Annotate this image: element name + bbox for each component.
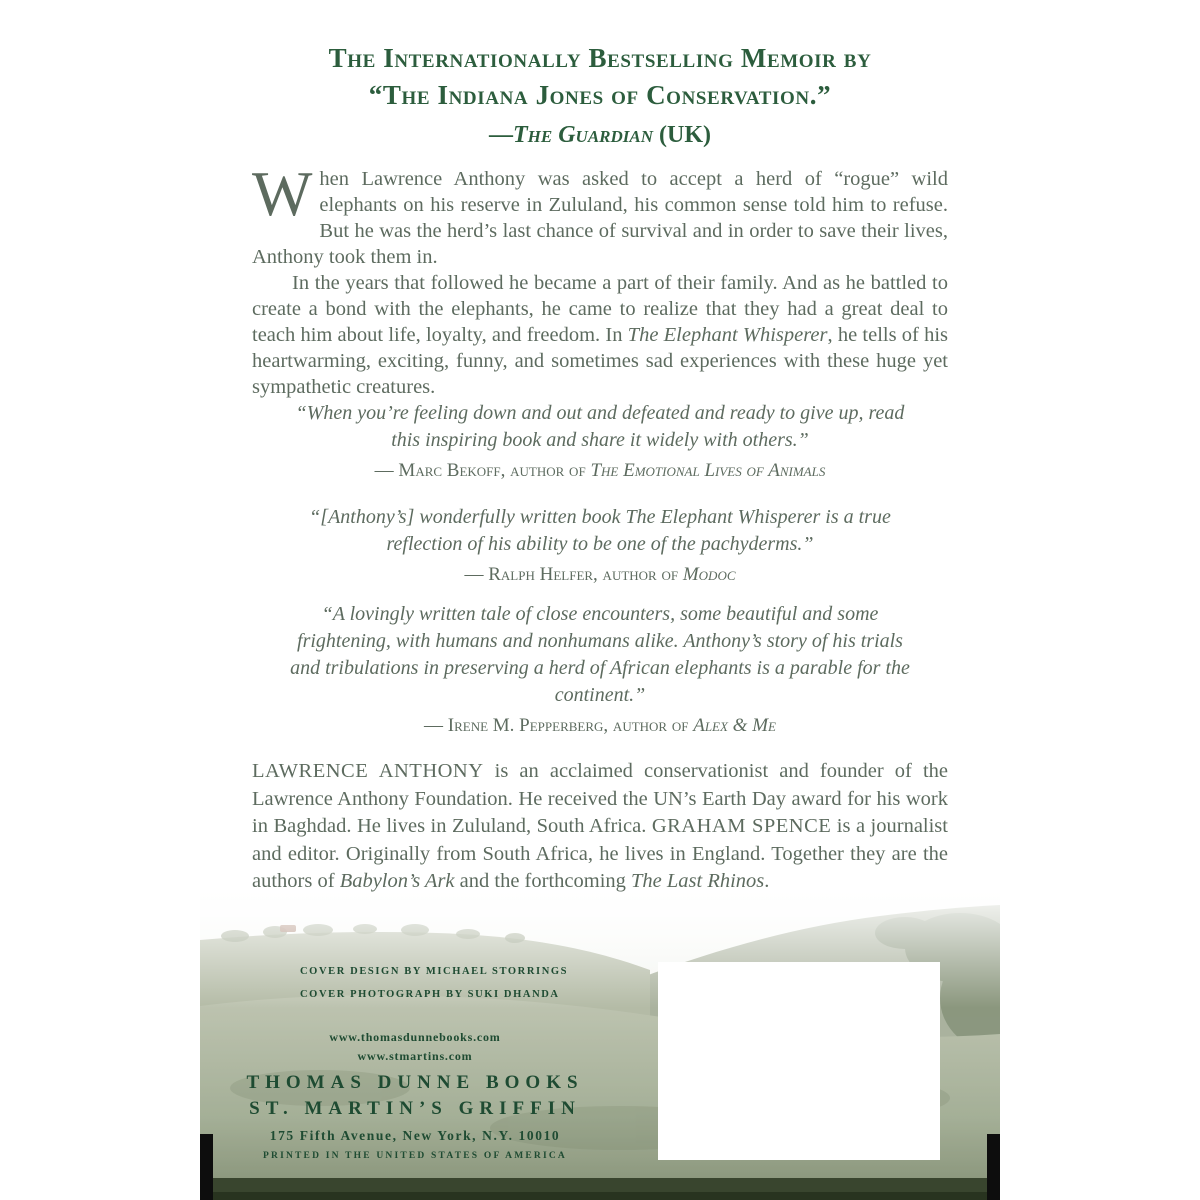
imprint-thomas-dunne-books: THOMAS DUNNE BOOKS — [246, 1072, 584, 1093]
printed-in-usa-line: PRINTED IN THE UNITED STATES OF AMERICA — [263, 1151, 567, 1161]
quote-2-attribution: — Ralph Helfer, author of Modoc — [464, 564, 736, 585]
attribution-source: The Guardian — [512, 122, 654, 148]
quote-1-attribution: — Marc Bekoff, author of The Emotional Lives of Animals — [374, 460, 826, 481]
attribution-dash: — — [488, 122, 513, 148]
quote-1-text: “When you’re feeling down and out and defeated and ready to give up, read this inspiring book and share it widely with others.” — [295, 402, 905, 451]
cover-design-credit: COVER DESIGN BY MICHAEL STORRINGS — [300, 966, 569, 977]
author-bio-text: LAWRENCE ANTHONY is an acclaimed conservationist and founder of the Lawrence Anthony Foundation. He received the UN’s Earth Day award for his work in Baghdad. He lives in Zululand, South Africa. GRAHAM SPENCE is a journalist and editor. Originally from South Africa, he lives in England. Together they are the authors of Babylon’s Ark and the forthcoming The Last Rhinos. — [252, 760, 948, 892]
imprint-st-martins-griffin: ST. MARTIN’S GRIFFIN — [249, 1098, 581, 1119]
tagline — [200, 40, 1000, 152]
synopsis-paragraph-1 — [252, 158, 948, 270]
cover-photo-credit: COVER PHOTOGRAPH BY SUKI DHANDA — [300, 989, 560, 1000]
tagline-line2: “The Indiana Jones of Conservation.” — [368, 80, 832, 110]
author-name-graham-spence: GRAHAM SPENCE — [651, 815, 832, 837]
website-thomasdunnebooks: www.thomasdunnebooks.com — [329, 1030, 501, 1044]
quote-1-cited-title: The Emotional Lives of Animals — [590, 460, 826, 481]
quote-3-cited-title: Alex & Me — [693, 715, 776, 736]
barcode-placeholder — [658, 962, 940, 1160]
synopsis-p1-text: hen Lawrence Anthony was asked to accept a herd of “rogue” wild elephants on his reserve in Zululand, his common sense told him to refuse. But he was the herd’s last chance of survival and in order to save their lives, Anthony took them in. — [252, 168, 948, 268]
publisher-websites — [245, 1028, 585, 1066]
guardian-attribution — [200, 118, 1000, 152]
endorsement-quote-1 — [200, 400, 1000, 484]
cover-credits — [300, 960, 568, 1006]
author-bio — [252, 758, 948, 896]
author-name-lawrence-anthony: LAWRENCE ANTHONY — [252, 760, 484, 782]
synopsis-paragraph-2: In the years that followed he became a part of their family. And as he battled to create a bond with the elephants, he came to realize that they had a great deal to teach him about life, loyalty, and freedom. In The Elephant Whisperer, he tells of his heartwarming, exciting, funny, and sometimes sad experiences with these huge yet sympathetic creatures. — [252, 272, 949, 398]
quote-3-attribution: — Irene M. Pepperberg, author of Alex & Me — [424, 715, 776, 736]
tagline-line1: The Internationally Bestselling Memoir by — [328, 43, 872, 73]
website-stmartins: www.stmartins.com — [357, 1049, 473, 1063]
dropcap: W — [252, 158, 313, 229]
synopsis — [252, 158, 949, 400]
attribution-suffix: (UK) — [653, 122, 711, 148]
publisher-address: 175 Fifth Avenue, New York, N.Y. 10010 — [269, 1128, 561, 1143]
endorsement-quote-2 — [200, 504, 1000, 588]
quote-2-text: “[Anthony’s] wonderfully written book The Elephant Whisperer is a true reflection of his ability to be one of the pachyderms.” — [309, 506, 891, 555]
endorsement-quote-3 — [200, 601, 1000, 739]
book-title-italic: The Elephant Whisperer — [627, 324, 828, 346]
quote-2-book-title: The Elephant Whisperer — [625, 506, 821, 528]
publisher-imprint — [235, 1070, 595, 1166]
bio-title-babylons-ark: Babylon’s Ark — [339, 870, 455, 892]
quote-3-text: “A lovingly written tale of close encounters, some beautiful and some frightening, with humans and nonhumans alike. Anthony’s story of his trials and tribulations in preserving a herd of African elephants is a parable for the continent.” — [290, 603, 910, 706]
quote-2-cited-title: Modoc — [682, 564, 736, 585]
bio-title-last-rhinos: The Last Rhinos — [631, 870, 765, 892]
